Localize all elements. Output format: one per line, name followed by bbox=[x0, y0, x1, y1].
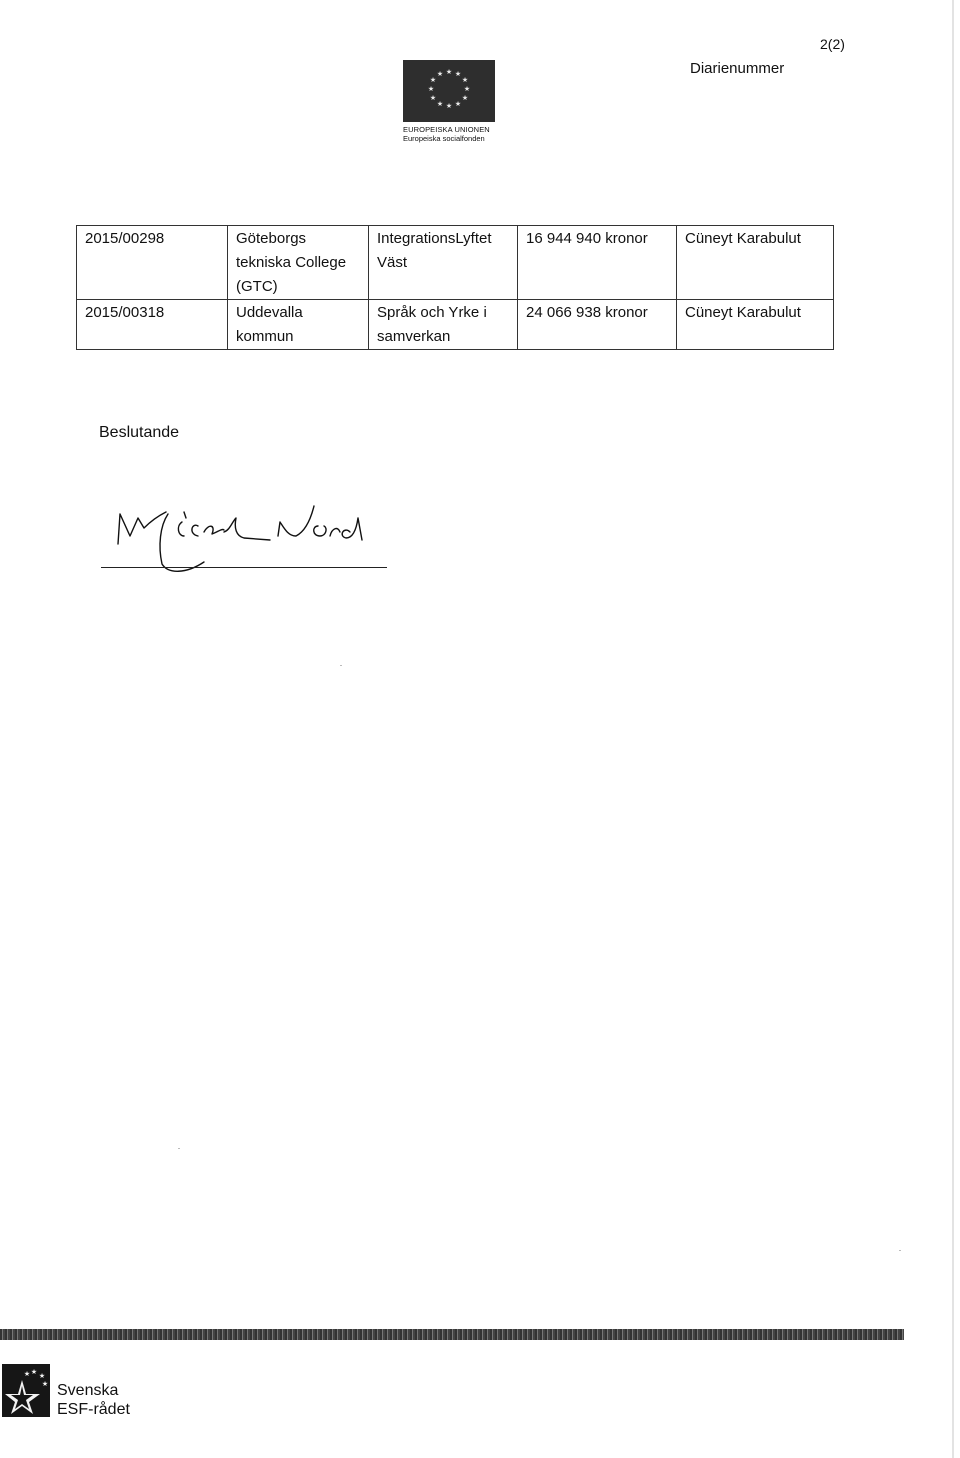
svg-text:★: ★ bbox=[436, 70, 444, 78]
eu-flag-icon bbox=[403, 60, 495, 122]
footer-band bbox=[0, 1329, 904, 1340]
organisation-line: Uddevalla bbox=[236, 304, 303, 321]
registry-number-label: Diarienummer bbox=[690, 60, 785, 77]
svg-text:★: ★ bbox=[463, 85, 471, 93]
project-table bbox=[76, 225, 834, 350]
svg-text:★: ★ bbox=[41, 1380, 49, 1388]
signature-label: Beslutande bbox=[99, 424, 180, 441]
svg-text:★: ★ bbox=[461, 76, 469, 84]
case-number-cell: 2015/00318 bbox=[77, 300, 228, 350]
svg-text:★: ★ bbox=[38, 1372, 46, 1380]
organisation-line: kommun bbox=[236, 328, 294, 345]
project-line: samverkan bbox=[377, 328, 451, 345]
project-cell bbox=[369, 300, 518, 350]
esf-logo-text: ESF-rådet bbox=[57, 1401, 130, 1418]
organisation-line: tekniska College bbox=[236, 254, 347, 271]
contact-cell: Cüneyt Karabulut bbox=[677, 300, 834, 350]
case-number-cell: 2015/00298 bbox=[77, 226, 228, 300]
project-cell bbox=[369, 226, 518, 300]
table-row bbox=[77, 226, 834, 300]
amount-cell: 16 944 940 kronor bbox=[518, 226, 677, 300]
amount-cell: 24 066 938 kronor bbox=[518, 300, 677, 350]
svg-text:★: ★ bbox=[454, 70, 462, 78]
project-line: Språk och Yrke i bbox=[377, 304, 487, 321]
signature-line bbox=[101, 567, 387, 568]
table-row bbox=[77, 300, 834, 350]
eu-logo-caption: EUROPEISKA UNIONEN bbox=[403, 125, 490, 134]
svg-text:★: ★ bbox=[461, 94, 469, 102]
esf-logo-text: Svenska bbox=[57, 1382, 119, 1399]
eu-logo-subcaption: Europeiska socialfonden bbox=[403, 134, 485, 143]
scan-speck bbox=[178, 1148, 180, 1149]
svg-text:★: ★ bbox=[454, 100, 462, 108]
svg-text:★: ★ bbox=[436, 100, 444, 108]
esf-star-icon bbox=[2, 1364, 50, 1417]
organisation-cell bbox=[228, 300, 369, 350]
contact-cell: Cüneyt Karabulut bbox=[677, 226, 834, 300]
svg-text:★: ★ bbox=[429, 76, 437, 84]
page-number: 2(2) bbox=[820, 36, 845, 52]
handwritten-signature bbox=[100, 492, 400, 582]
svg-text:★: ★ bbox=[30, 1368, 38, 1376]
svg-text:★: ★ bbox=[445, 68, 453, 76]
organisation-line: Göteborgs bbox=[236, 230, 307, 247]
scan-speck bbox=[899, 1250, 901, 1251]
scan-speck bbox=[340, 665, 342, 666]
scan-edge bbox=[952, 0, 954, 1458]
svg-text:★: ★ bbox=[445, 102, 453, 110]
project-line: Väst bbox=[377, 254, 408, 271]
svg-text:★: ★ bbox=[427, 85, 435, 93]
svg-text:★: ★ bbox=[429, 94, 437, 102]
organisation-line: (GTC) bbox=[236, 278, 278, 295]
svg-text:★: ★ bbox=[23, 1370, 31, 1378]
organisation-cell bbox=[228, 226, 369, 300]
project-line: IntegrationsLyftet bbox=[377, 230, 492, 247]
